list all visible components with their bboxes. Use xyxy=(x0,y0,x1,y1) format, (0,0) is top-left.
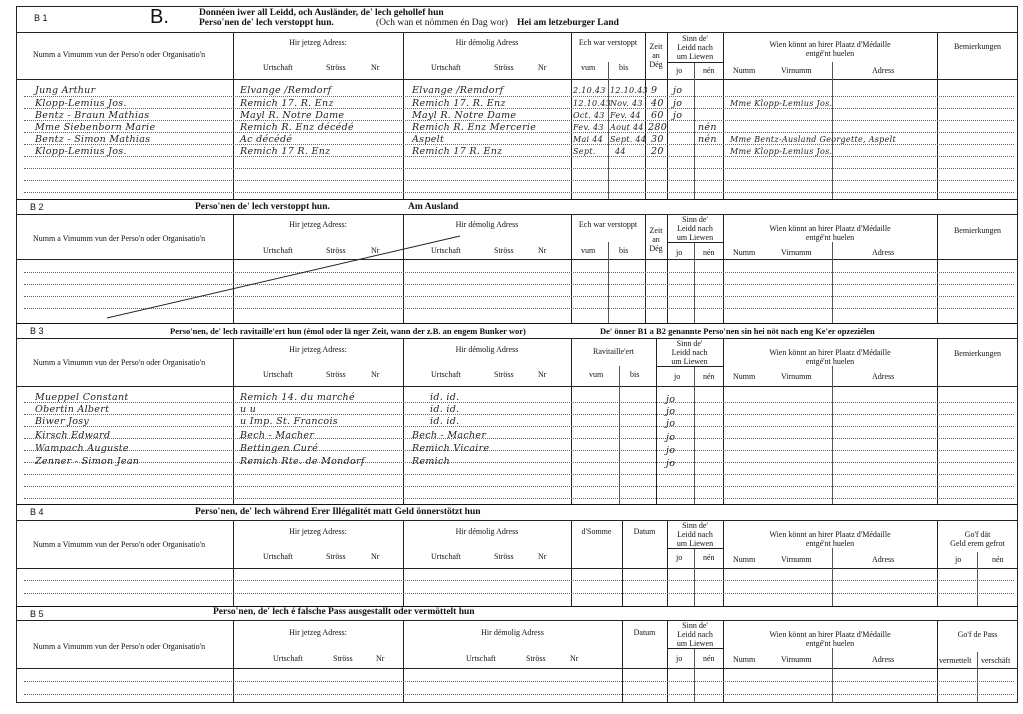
col-sinn3-b3: um Liewen xyxy=(671,357,708,366)
col-medal2-b3: entgé'nt huelen xyxy=(805,357,855,366)
col-ortschaft-b2: Urtschaft xyxy=(263,246,293,255)
col-an-b2: an xyxy=(652,235,660,244)
b3-row2-name: Obertin Albert xyxy=(35,404,110,415)
b1-row4-bis: Aout 44 xyxy=(610,123,644,132)
b1-row2-medal: Mme Klopp-Lemius Jos. xyxy=(730,99,833,108)
col-an-b1: an xyxy=(652,51,660,60)
col-jo-b2: jo xyxy=(676,248,683,257)
col-stross-b1: Ströss xyxy=(326,63,346,72)
col-medal1-b5: Wien könnt an hirer Plaatz d'Médaille xyxy=(769,630,891,639)
col-medal1-b4: Wien könnt an hirer Plaatz d'Médaille xyxy=(769,530,891,539)
col-current-address-b3: Hir jetzeg Adress: xyxy=(289,345,347,354)
col-jo-b4: jo xyxy=(676,553,683,562)
col-vimumm-b3: Virnumm xyxy=(781,372,812,381)
col-sinn1-b5: Sinn de' xyxy=(682,621,708,630)
col-sinn2-b4: Leidd nach xyxy=(677,530,713,539)
form-letter: B. xyxy=(150,6,169,28)
b1-row5-old: Aspelt xyxy=(412,134,445,145)
col-vimumm-b5: Virnumm xyxy=(781,655,812,664)
b1-row4-old: Remich R. Enz Mercerie xyxy=(412,122,537,133)
col-zeit-b1: Zeit xyxy=(649,42,663,51)
col-sinn1-b2: Sinn de' xyxy=(682,215,708,224)
section-code-b3: B 3 xyxy=(30,326,44,336)
b1-row3-bis: Fev. 44 xyxy=(610,111,641,120)
col-current-address-b1: Hir jetzeg Adress: xyxy=(289,38,347,47)
col-medal1-b1: Wien könnt an hirer Plaatz d'Médaille xyxy=(769,40,891,49)
col-vimumm-b1: Virnumm xyxy=(781,66,812,75)
b1-row3-vum: Oct. 43 xyxy=(573,111,605,120)
col-vimumm-b4: Virnumm xyxy=(781,555,812,564)
col-stross-b1b: Ströss xyxy=(494,63,514,72)
col-pass1-b5: Go'f de Pass xyxy=(957,630,998,639)
b1-row3-name: Bentz - Braun Mathias xyxy=(35,110,150,121)
b3-row3-cur: u Imp. St. Francois xyxy=(240,416,338,427)
b1-row6-name: Klopp-Lemius Jos. xyxy=(35,146,127,157)
col-name-b2: Numm a Vimumm vun der Perso'n oder Organisatio'n xyxy=(33,234,206,243)
col-nr-b1b: Nr xyxy=(538,63,547,72)
col-nr-b2: Nr xyxy=(371,246,380,255)
b1-row2-name: Klopp-Lemius Jos. xyxy=(35,98,127,109)
section-code-b2: B 2 xyxy=(30,202,44,212)
header-line2c: Hei am letzeburger Land xyxy=(517,18,619,28)
col-nr-b5b: Nr xyxy=(570,654,579,663)
b1-row4-name: Mme Siebenborn Marie xyxy=(35,122,156,133)
b1-row2-zeit: 40 xyxy=(651,98,664,109)
b3-row1-jo: jo xyxy=(666,394,676,405)
section-title-b4: Perso'nen, de' lech während Erer Illégalitét matt Geld önnerstötzt hun xyxy=(195,507,481,517)
b1-row1-vum: 2.10.43 xyxy=(573,86,606,95)
section-code-b4: B 4 xyxy=(30,507,44,517)
b3-row3-jo: jo xyxy=(666,418,676,429)
b1-row5-name: Bentz - Simon Mathias xyxy=(35,134,151,145)
col-bis-b1: bis xyxy=(619,63,629,72)
col-adress-b1: Adress xyxy=(872,66,895,75)
b1-row5-nen: nén xyxy=(698,134,717,145)
b3-row6-cur: Remich Rte. de Mondorf xyxy=(240,456,365,467)
section-code-b1: B 1 xyxy=(34,13,48,23)
col-jo-b4b: jo xyxy=(955,555,962,564)
b1-row2-bis: Nov. 43 xyxy=(610,99,643,108)
col-zeit-b2: Zeit xyxy=(649,226,663,235)
b1-row6-old: Remich 17 R. Enz xyxy=(412,146,503,157)
col-numm-b5: Numm xyxy=(733,655,756,664)
b1-row4-nen: nén xyxy=(698,122,717,133)
b1-row2-cur: Remich 17. R. Enz xyxy=(240,98,334,109)
b3-row1-old: id. id. xyxy=(430,392,460,403)
col-hidden-b1: Ech war verstoppt xyxy=(578,38,638,47)
section-title-b3: Perso'nen, de' lech ravitaille'ert hun (émol oder lä nger Zeit, wann der z.B. an engem Bunker wor) xyxy=(170,326,526,336)
col-ortschaft-b4b: Urtschaft xyxy=(431,552,461,561)
col-medal2-b5: entgé'nt huelen xyxy=(805,639,855,648)
col-sinn2-b3: Leidd nach xyxy=(671,348,708,357)
col-nen-b2: nén xyxy=(703,248,715,257)
col-name-b4: Numm a Vimumm vun der Perso'n oder Organisatio'n xyxy=(33,540,206,549)
col-sinn1-b3: Sinn de' xyxy=(676,339,703,348)
col-vum-b1: vum xyxy=(581,63,596,72)
col-numm-b2: Numm xyxy=(733,248,756,257)
b3-row6-old: Remich xyxy=(412,456,451,467)
col-sinn3-b4: um Liewen xyxy=(676,539,714,548)
b1-row1-old: Elvange /Remdorf xyxy=(412,85,504,96)
col-deg-b1: Dég xyxy=(649,60,663,69)
col-stross-b3b: Ströss xyxy=(494,370,514,379)
col-stross-b4b: Ströss xyxy=(494,552,514,561)
col-stross-b2: Ströss xyxy=(326,246,346,255)
col-medal1-b3: Wien könnt an hirer Plaatz d'Médaille xyxy=(769,348,891,357)
b1-row1-name: Jung Arthur xyxy=(35,85,96,96)
col-name-b1: Numm a Vimumm vun der Perso'n oder Organisatio'n xyxy=(33,50,206,59)
col-jo-b3: jo xyxy=(674,372,681,381)
col-sinn2-b2: Leidd nach xyxy=(677,224,713,233)
b3-row6-name: Zenner - Simon Jean xyxy=(35,456,140,467)
col-nen-b1: nén xyxy=(703,66,715,75)
col-nen-b5: nén xyxy=(703,654,715,663)
b3-row2-jo: jo xyxy=(666,406,676,417)
col-hidden-b2: Ech war verstoppt xyxy=(578,220,638,229)
b1-row5-vum: Mai 44 xyxy=(573,135,604,144)
b3-row5-name: Wampach Auguste xyxy=(35,443,129,454)
section-title-b5: Perso'nen, de' lech é falsche Pass ausgestallt oder vermöttelt hun xyxy=(213,607,475,617)
col-stross-b5: Ströss xyxy=(333,654,353,663)
col-nen-b4b: nén xyxy=(992,555,1004,564)
b1-row6-bis: 44 xyxy=(615,147,626,156)
b1-row5-bis: Sept. 44 xyxy=(610,135,647,144)
col-nr-b4: Nr xyxy=(371,552,380,561)
col-nr-b3b: Nr xyxy=(538,370,547,379)
col-nr-b3: Nr xyxy=(371,370,380,379)
col-nr-b1: Nr xyxy=(371,63,380,72)
col-current-address-b2: Hir jetzeg Adress: xyxy=(289,220,347,229)
col-former-address-b1: Hir démolig Adress xyxy=(455,38,519,47)
section-title2-b3: De' önner B1 a B2 genannte Perso'nen sin hei nöt nach eng Ke'er opzeziélen xyxy=(600,326,875,336)
b1-row3-old: Mayl R. Notre Dame xyxy=(412,110,517,121)
col-medal2-b1: entgé'nt huelen xyxy=(805,49,855,58)
col-ortschaft-b1b: Urtschaft xyxy=(431,63,461,72)
section-title-b2: Perso'nen de' lech verstoppt hun. xyxy=(195,202,330,212)
col-ortschaft-b1: Urtschaft xyxy=(263,63,293,72)
col-ortschaft-b2b: Urtschaft xyxy=(431,246,461,255)
col-datum-b4: Datum xyxy=(633,527,656,536)
col-sinn1-b1: Sinn de' xyxy=(682,34,708,43)
col-gof1-b4: Go'f dät xyxy=(964,530,991,539)
b3-row4-cur: Bech - Macher xyxy=(240,430,315,441)
col-ravitaille-b3: Ravitaille'ert xyxy=(593,347,634,356)
section-code-b5: B 5 xyxy=(30,609,44,619)
b3-row3-old: id. id. xyxy=(430,416,460,427)
col-name-b5: Numm a Vimumm vun der Perso'n oder Organisatio'n xyxy=(33,642,206,651)
header-line2a: Perso'nen de' lech verstoppt hun. xyxy=(199,18,334,28)
col-vum-b2: vum xyxy=(581,246,596,255)
b1-row4-zeit: 280 xyxy=(648,122,668,133)
col-nr-b4b: Nr xyxy=(538,552,547,561)
col-nr-b2b: Nr xyxy=(538,246,547,255)
b1-row2-vum: 12.10.43 xyxy=(573,99,612,108)
b1-row2-jo: jo xyxy=(673,98,683,109)
col-adress-b5: Adress xyxy=(872,655,895,664)
col-adress-b4: Adress xyxy=(872,555,895,564)
b1-row5-zeit: 30 xyxy=(651,134,664,145)
col-medal1-b2: Wien könnt an hirer Plaatz d'Médaille xyxy=(769,224,891,233)
col-ortschaft-b4: Urtschaft xyxy=(263,552,293,561)
section-title2-b2: Am Ausland xyxy=(408,202,459,212)
b1-row3-jo: jo xyxy=(673,110,683,121)
b1-row3-zeit: 60 xyxy=(651,110,664,121)
col-sinn3-b1: um Liewen xyxy=(676,52,714,61)
col-numm-b4: Numm xyxy=(733,555,756,564)
b3-row4-jo: jo xyxy=(666,432,676,443)
b1-row6-vum: Sept. xyxy=(573,147,596,156)
col-numm-b1: Numm xyxy=(733,66,756,75)
col-former-address-b2: Hir démolig Adress xyxy=(455,220,519,229)
b1-row4-vum: Fev. 43 xyxy=(573,123,604,132)
col-stross-b3: Ströss xyxy=(326,370,346,379)
b1-row3-cur: Mayl R. Notre Dame xyxy=(240,110,345,121)
col-name-b3: Numm a Vimumm vun der Perso'n oder Organisatio'n xyxy=(33,358,206,367)
b3-row4-name: Kirsch Edward xyxy=(35,430,111,441)
col-current-address-b4: Hir jetzeg Adress: xyxy=(289,527,347,536)
col-nen-b4: nén xyxy=(703,553,715,562)
col-somme-b4: d'Somme xyxy=(581,527,612,536)
col-stross-b2b: Ströss xyxy=(494,246,514,255)
col-former-address-b3: Hir démolig Adress xyxy=(455,345,519,354)
b3-row5-cur: Bettingen Curé xyxy=(240,443,318,454)
b3-row6-jo: jo xyxy=(666,458,676,469)
b1-row1-zeit: 9 xyxy=(651,85,658,96)
b3-row3-name: Biwer Josy xyxy=(35,416,90,427)
header-line2b: (Och wan et nömmen én Dag wor) xyxy=(376,18,508,28)
b1-row1-bis: 12.10.43 xyxy=(610,86,649,95)
b1-row4-cur: Remich R. Enz décédé xyxy=(240,122,354,133)
col-sinn2-b1: Leidd nach xyxy=(677,43,713,52)
col-sinn3-b2: um Liewen xyxy=(676,233,714,242)
b1-row6-medal: Mme Klopp-Lemius Jos. xyxy=(730,147,833,156)
header-line1: Donnéen iwer all Leidd, och Ausländer, de' lech gehollef hun xyxy=(199,8,444,18)
col-former-address-b4: Hir démolig Adress xyxy=(455,527,519,536)
b1-row6-zeit: 20 xyxy=(651,146,664,157)
col-jo-b1: jo xyxy=(676,66,683,75)
b1-row1-cur: Elvange /Remdorf xyxy=(240,85,332,96)
col-former-address-b5: Hir démolig Adress xyxy=(481,628,544,637)
col-ortschaft-b5b: Urtschaft xyxy=(466,654,496,663)
b3-row5-jo: jo xyxy=(666,445,676,456)
b1-row5-cur: Ac décédé xyxy=(240,134,293,145)
col-stross-b5b: Ströss xyxy=(526,654,546,663)
b1-row5-medal: Mme Bentz-Ausland Georgette, Aspelt xyxy=(730,135,897,144)
b1-row2-old: Remich 17. R. Enz xyxy=(412,98,506,109)
b3-row1-cur: Remich 14. du marché xyxy=(240,392,355,403)
b1-row6-cur: Remich 17 R. Enz xyxy=(240,146,331,157)
col-verschaft-b5: verschäft xyxy=(981,656,1011,665)
b3-row2-cur: u u xyxy=(240,404,257,415)
col-ortschaft-b5: Urtschaft xyxy=(273,654,303,663)
col-vum-b3: vum xyxy=(589,370,604,379)
col-nr-b5: Nr xyxy=(376,654,385,663)
col-sinn3-b5: um Liewen xyxy=(676,639,714,648)
col-sinn1-b4: Sinn de' xyxy=(682,521,708,530)
b3-row4-old: Bech - Macher xyxy=(412,430,487,441)
col-medal2-b2: entgé'nt huelen xyxy=(805,233,855,242)
col-nen-b3: nén xyxy=(703,372,715,381)
col-numm-b3: Numm xyxy=(733,372,756,381)
col-deg-b2: Dég xyxy=(649,244,663,253)
b3-row2-old: id. id. xyxy=(430,404,460,415)
col-adress-b3: Adress xyxy=(872,372,895,381)
col-vimumm-b2: Virnumm xyxy=(781,248,812,257)
col-ortschaft-b3b: Urtschaft xyxy=(431,370,461,379)
col-ortschaft-b3: Urtschaft xyxy=(263,370,293,379)
col-bemierkungen-b1: Bemierkungen xyxy=(953,42,1002,51)
col-adress-b2: Adress xyxy=(872,248,895,257)
b3-row1-name: Mueppel Constant xyxy=(35,392,129,403)
col-sinn2-b5: Leidd nach xyxy=(677,630,713,639)
col-stross-b4: Ströss xyxy=(326,552,346,561)
col-bemierkungen-b3: Bemierkungen xyxy=(953,349,1002,358)
col-gof2-b4: Geld erem gefrot xyxy=(950,539,1005,548)
col-jo-b5: jo xyxy=(676,654,683,663)
col-medal2-b4: entgé'nt huelen xyxy=(805,539,855,548)
b3-row5-old: Remich Vicaire xyxy=(412,443,490,454)
b1-row1-jo: jo xyxy=(673,85,683,96)
col-bemierkungen-b2: Bemierkungen xyxy=(953,226,1002,235)
col-current-address-b5: Hir jetzeg Adress: xyxy=(289,628,347,637)
col-vermettelt-b5: vermettelt xyxy=(939,656,972,665)
col-bis-b2: bis xyxy=(619,246,629,255)
col-bis-b3: bis xyxy=(630,370,640,379)
col-datum-b5: Datum xyxy=(633,628,656,637)
